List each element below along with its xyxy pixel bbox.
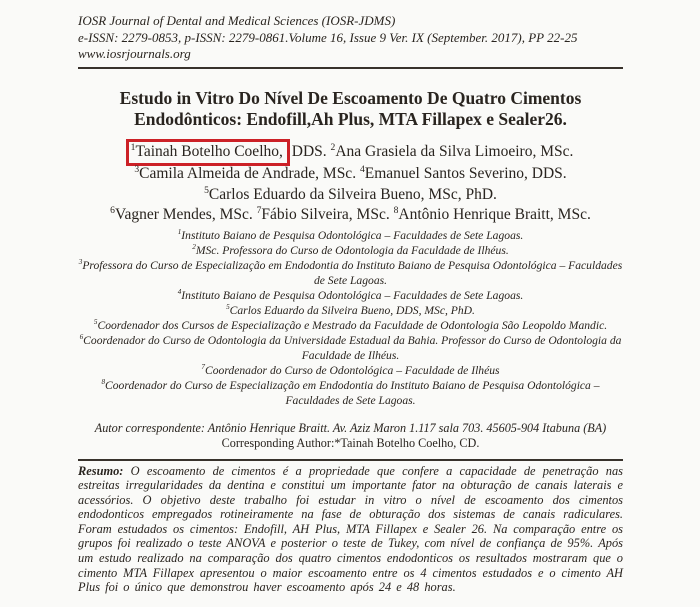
affiliation-superscript: 1 xyxy=(177,227,182,236)
affiliation-superscript: 7 xyxy=(201,362,206,371)
affiliation-text: Coordenador dos Cursos de Especialização e Mestrado da Faculdade de Odontologia São Leopoldo Mandic. xyxy=(97,318,608,332)
affiliation-text: Coordenador do Curso de Odontologia da Universidade Estadual da Bahia. Professor do Curso de Odontologia da Faculdade de Ilhéus. xyxy=(83,333,622,362)
author-superscript: 5 xyxy=(204,184,209,196)
affiliation-superscript: 4 xyxy=(177,287,182,296)
author-line xyxy=(78,185,623,206)
affiliation-superscript: 3 xyxy=(78,257,83,266)
affiliation-superscript: 2 xyxy=(192,242,196,251)
author-superscript: 1 xyxy=(130,141,136,153)
author-superscript: 7 xyxy=(256,204,262,216)
affiliation-line xyxy=(78,378,623,408)
author-name-segment: Camila Almeida de Andrade, MSc. xyxy=(139,165,360,182)
affiliation-line xyxy=(78,333,623,363)
affiliation-line xyxy=(78,258,623,288)
affiliation-text: Coordenador do Curso de Odontológica – Faculdade de Ilhéus xyxy=(205,363,500,377)
affiliation-lines xyxy=(78,228,623,408)
author-highlight-box xyxy=(126,139,290,167)
corresponding-author-pt: Autor correspondente: Antônio Henrique Braitt. Av. Aziz Maron 1.117 sala 703. 45605-904 Itabuna (BA) xyxy=(94,420,607,435)
affiliation-line xyxy=(78,318,623,333)
affiliation-text: Coordenador do Curso de Especialização em Endodontia do Instituto Baiano de Pesquisa Odontológica – Faculdades de Sete Lagoas. xyxy=(105,378,600,407)
author-lines xyxy=(78,142,623,226)
author-name-segment: DDS. xyxy=(287,142,331,160)
affiliation-line xyxy=(78,243,623,258)
affiliation-superscript: 5 xyxy=(226,302,230,311)
affiliation-text: Carlos Eduardo da Silveira Bueno, DDS, MSc, PhD. xyxy=(229,303,475,317)
affiliation-superscript: 5 xyxy=(93,317,98,326)
author-superscript: 8 xyxy=(393,204,399,216)
author-name-segment: Emanuel Santos Severino, DDS. xyxy=(364,165,567,182)
abstract-label: Resumo: xyxy=(78,463,124,478)
affiliation-superscript: 6 xyxy=(79,332,84,341)
abstract-divider-rule xyxy=(78,459,623,461)
abstract-text: O escoamento de cimentos é a propriedade que confere a capacidade de penetração nas estreitas irregularidades da dentina e constitui um importante fator na obturação de canais laterais e acessórios. O objetivo deste trabalho foi estudar in vitro o nível de escoamento dos cimentos endodonticos empregados rotineiramente na fase de obturação dos sistemas de canais radiculares. Foram estudados os cimentos: Endofill, AH Plus, MTA Fillapex e Sealer 26. Na comparação entre os grupos foi realizado o teste ANOVA e posterior o teste de Tukey, com nível de confiança de 95%. Após um estudo realizado na comparação dos quatro cimentos endodonticos os resultados mostraram que o cimento MTA Fillapex apresentou o maior escoamento entre os 4 cimentos estudados e o cimento AH Plus foi o único que demonstrou haver escoamento após 24 e 48 horas. xyxy=(78,463,623,595)
correspondence-block xyxy=(78,421,623,451)
affiliation-line xyxy=(78,288,623,303)
author-superscript: 6 xyxy=(110,204,115,216)
author-line xyxy=(78,142,623,165)
author-name-segment: Carlos Eduardo da Silveira Bueno, MSc, PhD. xyxy=(208,185,497,203)
journal-name: IOSR Journal of Dental and Medical Sciences (IOSR-JDMS) xyxy=(78,13,396,28)
author-name-segment: Tainah Botelho Coelho, xyxy=(135,142,283,160)
affiliation-superscript: 8 xyxy=(101,377,106,386)
author-name-segment: Ana Grasiela da Silva Limoeiro, MSc. xyxy=(335,142,574,160)
author-superscript: 3 xyxy=(134,163,140,175)
affiliation-line xyxy=(78,363,623,378)
journal-url: www.iosrjournals.org xyxy=(78,46,191,61)
affiliation-line xyxy=(78,228,623,243)
affiliation-text: MSc. Professora do Curso de Odontologia da Faculdade de Ilhéus. xyxy=(195,243,509,257)
affiliation-text: Instituto Baiano de Pesquisa Odontológica – Faculdades de Sete Lagoas. xyxy=(181,288,524,302)
journal-header xyxy=(78,13,623,63)
corresponding-author-en: Corresponding Author:*Tainah Botelho Coelho, CD. xyxy=(221,435,480,450)
paper-title: Estudo in Vitro Do Nível De Escoamento De Quatro Cimentos Endodônticos: Endofill,Ah Plus, MTA Fillapex e Sealer26. xyxy=(119,87,582,129)
affiliation-line xyxy=(78,303,623,318)
author-line xyxy=(78,205,623,226)
author-line xyxy=(78,164,623,185)
paper-page xyxy=(78,13,623,607)
author-superscript: 4 xyxy=(359,163,365,175)
author-superscript: 2 xyxy=(330,141,336,153)
author-name-segment: Fábio Silveira, MSc. xyxy=(261,206,394,223)
affiliation-text: Professora do Curso de Especialização em Endodontia do Instituto Baiano de Pesquisa Odontológica – Faculdades de Sete Lagoas. xyxy=(82,258,623,287)
journal-issn-issue: e-ISSN: 2279-0853, p-ISSN: 2279-0861.Volume 16, Issue 9 Ver. IX (September. 2017), PP 22-25 xyxy=(78,29,578,45)
header-divider-rule xyxy=(78,67,623,69)
author-name-segment: Antônio Henrique Braitt, MSc. xyxy=(398,206,591,223)
affiliation-text: Instituto Baiano de Pesquisa Odontológica – Faculdades de Sete Lagoas. xyxy=(181,228,524,242)
abstract-paragraph xyxy=(78,464,623,595)
author-name-segment: Vagner Mendes, MSc. xyxy=(114,206,257,223)
